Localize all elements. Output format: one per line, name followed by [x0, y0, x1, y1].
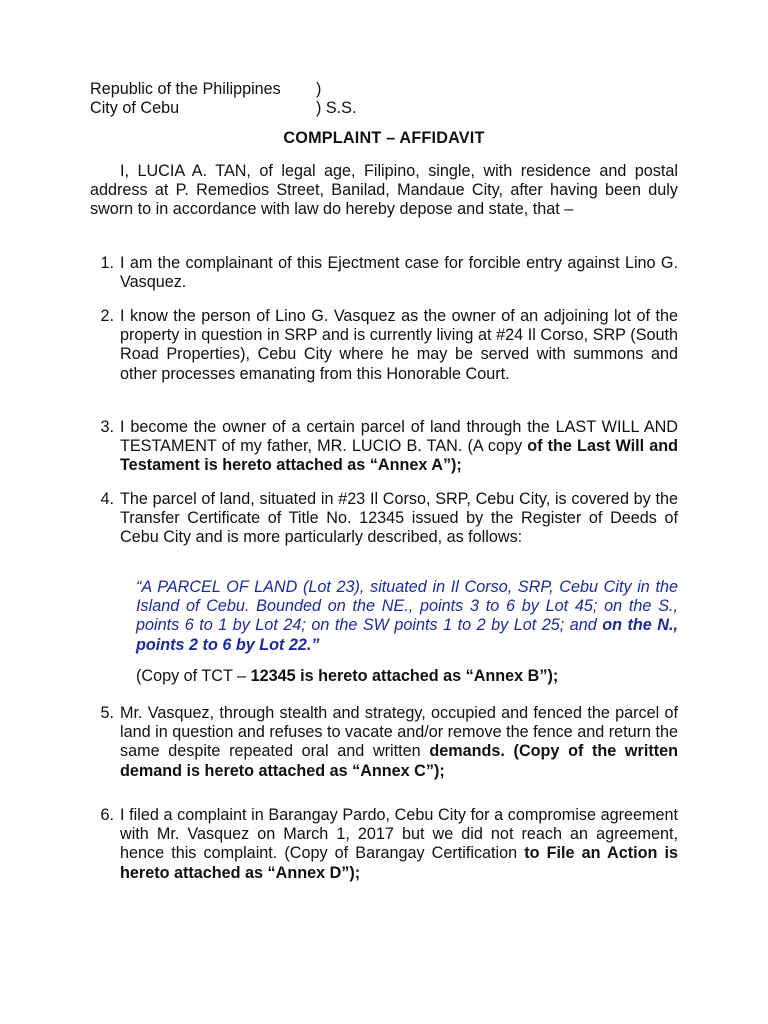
- venue-caption: [90, 80, 490, 118]
- venue-ss: ) S.S.: [316, 99, 357, 117]
- item-text: I know the person of Lino G. Vasquez as the owner of an adjoining lot of the property in question in SRP and is currently living at #24 Il Corso, SRP (South Road Properties), Cebu City where he may be served with summons and other processes emanating from this Honorable Court.: [120, 307, 678, 383]
- venue-city: City of Cebu: [90, 99, 180, 117]
- item-number: 3.: [100, 418, 114, 436]
- property-description-quote: [136, 578, 678, 655]
- list-item: [90, 254, 678, 292]
- quote-text: “A PARCEL OF LAND (Lot 23), situated in Il Corso, SRP, Cebu City in the Island of Cebu. Bounded on the NE., points 3 to 6 by Lot 45; on the S., points 6 to 1 by Lot 24; on the SW points 1 to 2 by Lot 25; and: [136, 578, 678, 635]
- item-text-bold: to File an Action is hereto attached as “Annex D”);: [120, 844, 678, 882]
- item-text-bold: demands. (Copy of the written demand is hereto attached as “Annex C”);: [120, 742, 678, 780]
- item-text: I become the owner of a certain parcel of land through the LAST WILL AND TESTAMENT of my father, MR. LUCIO B. TAN. (A copy: [120, 418, 678, 456]
- quote-text-bold: on the N., points 2 to 6 by Lot 22.”: [136, 616, 678, 654]
- item-text: I filed a complaint in Barangay Pardo, Cebu City for a compromise agreement with Mr. Vasquez on March 1, 2017 but we did not reach an agreement, hence this complaint. (Copy of Barangay Certification: [120, 806, 678, 863]
- item-number: 5.: [100, 704, 114, 722]
- document-title: COMPLAINT – AFFIDAVIT: [283, 129, 485, 147]
- item-number: 1.: [100, 254, 114, 272]
- item-text-bold: of the Last Will and Testament is hereto attached as “Annex A”);: [120, 437, 679, 475]
- annex-b-text-bold: 12345 is hereto attached as “Annex B”);: [250, 667, 559, 685]
- item-text-container: [114, 704, 678, 781]
- list-item: [90, 418, 678, 476]
- item-text-container: [114, 418, 678, 476]
- venue-bracket: ): [316, 80, 322, 98]
- venue-caption-row-country: [90, 80, 490, 99]
- item-text: I am the complainant of this Ejectment case for forcible entry against Lino G. Vasquez.: [120, 254, 678, 292]
- item-text: Mr. Vasquez, through stealth and strategy, occupied and fenced the parcel of land in question and refuses to vacate and/or remove the fence and return the same despite repeated oral and written: [120, 704, 678, 761]
- intro-paragraph: I, LUCIA A. TAN, of legal age, Filipino, single, with residence and postal address at P. Remedios Street, Banilad, Mandaue City, after having been duly sworn to in accordance with law do hereby depose and state, that –: [90, 162, 678, 219]
- item-number: 6.: [100, 806, 114, 824]
- item-text: The parcel of land, situated in #23 Il Corso, SRP, Cebu City, is covered by the Transfer Certificate of Title No. 12345 issued by the Register of Deeds of Cebu City and is more particularly described, as follows:: [120, 490, 678, 547]
- list-item: [90, 806, 678, 883]
- item-number: 2.: [100, 307, 114, 325]
- list-item: [90, 704, 678, 781]
- annex-b-text: (Copy of TCT –: [136, 667, 247, 685]
- annex-b-note: [136, 667, 678, 686]
- item-number: 4.: [100, 490, 114, 508]
- venue-caption-row-city: [90, 99, 490, 118]
- venue-country: Republic of the Philippines: [90, 80, 281, 98]
- list-item: [90, 307, 678, 384]
- item-text-container: [114, 806, 678, 883]
- list-item: [90, 490, 678, 548]
